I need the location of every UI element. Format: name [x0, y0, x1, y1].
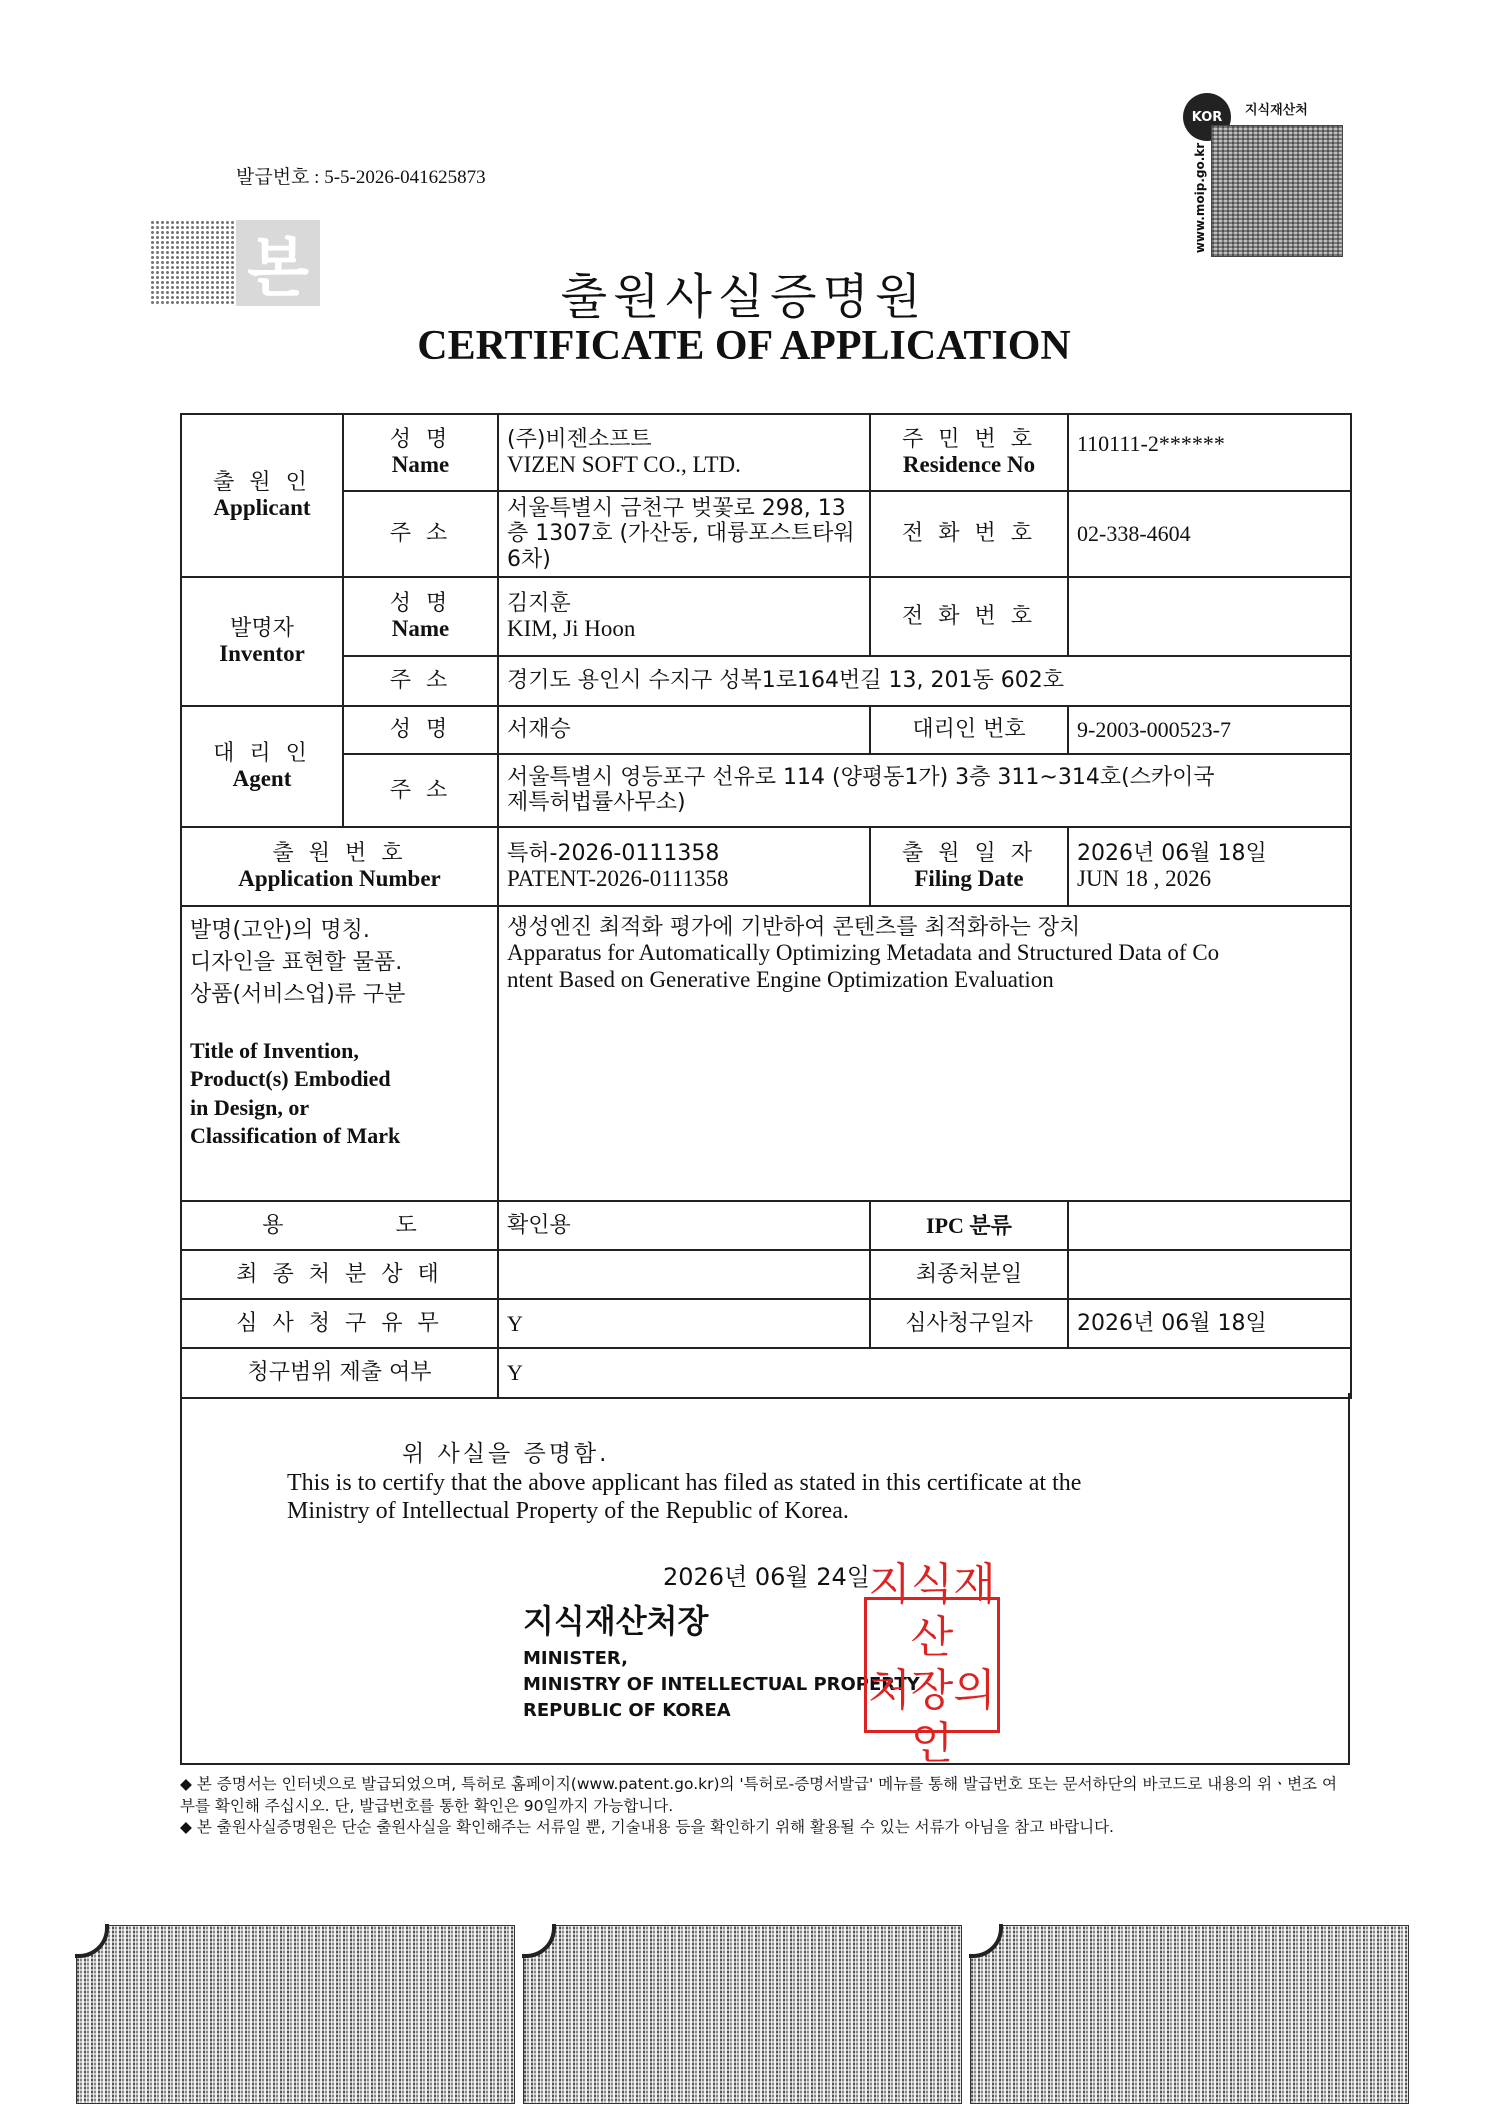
filing-date-label-ko: 출 원 일 자: [902, 840, 1036, 866]
filing-date-label-en: Filing Date: [914, 865, 1024, 891]
applicant-name-ko: (주)비젠소프트: [507, 426, 652, 452]
claims-label: 청구범위 제출 여부: [181, 1348, 498, 1398]
inventor-phone: [1068, 577, 1351, 656]
page-title-korean: 출원사실증명원: [560, 269, 928, 325]
residence-label-ko: 주 민 번 호: [902, 426, 1036, 452]
final-status-row: [181, 1250, 1351, 1299]
applicant-phone: 02-338-4604: [1068, 491, 1351, 577]
application-number-label: [181, 827, 498, 906]
barcode-icon: [523, 1925, 962, 2104]
page-title-english: CERTIFICATE OF APPLICATION: [417, 323, 1071, 369]
inventor-phone-label: 전 화 번 호: [870, 577, 1068, 656]
office-seal: [1183, 93, 1343, 258]
final-status-value: [498, 1250, 870, 1299]
invention-title-en: Apparatus for Automatically Optimizing Metadata and Structured Data of Co ntent Based on Generative Engine Optimization Evaluation: [507, 940, 1220, 992]
certification-date: 2026년 06월 24일: [663, 1563, 870, 1591]
agent-label-en: Agent: [232, 765, 292, 791]
applicant-section-label: [181, 414, 343, 577]
inventor-name-label: [343, 577, 498, 656]
agent-address: 서울특별시 영등포구 선유로 114 (양평동1가) 3층 311~314호(스카이국 제특허법률사무소): [498, 754, 1351, 827]
certificate-table: [180, 413, 1352, 1399]
official-seal-stamp: 지식재산 처장의인: [864, 1597, 1000, 1733]
barcode-icon: [76, 1925, 515, 2104]
application-number-ko: 특허-2026-0111358: [507, 840, 720, 866]
application-number-label-ko: 출 원 번 호: [272, 840, 407, 866]
filing-date-value: [1068, 827, 1351, 906]
residence-label: [870, 414, 1068, 491]
exam-value: Y: [498, 1299, 870, 1348]
seal-office-name: 지식재산처: [1245, 103, 1308, 118]
inventor-name-en: KIM, Ji Hoon: [507, 615, 636, 641]
barcode-icon: [970, 1925, 1409, 2104]
inventor-address: 경기도 용인시 수지구 성복1로164번길 13, 201동 602호: [498, 656, 1351, 706]
applicant-address-label: 주 소: [343, 491, 498, 577]
inventor-address-row: [181, 656, 1351, 706]
applicant-name-value: [498, 414, 870, 491]
applicant-address: 서울특별시 금천구 벚꽃로 298, 13 층 1307호 (가산동, 대륭포스트타워 6차): [498, 491, 870, 577]
claims-value: Y: [498, 1348, 1351, 1398]
applicant-label-ko: 출 원 인: [213, 469, 311, 495]
corner-mark-icon: [522, 1924, 556, 1958]
application-number-label-en: Application Number: [238, 865, 441, 891]
inventor-name-label-en: Name: [391, 615, 450, 641]
seal-url: www.moip.go.kr: [1193, 142, 1208, 254]
footer-note: ◆ 본 증명서는 인터넷으로 발급되었으며, 특허로 홈페이지(www.patent.go.kr)의 '특허로-증명서발급' 메뉴를 통해 발급번호 또는 문서하단의 바코드로 내용의 위ㆍ변조 여부를 확인해 주십시오. 단, 발급번호를 통한 확인은 90일까지 가능합니다.: [180, 1775, 1337, 1815]
inventor-label-ko: 발명자: [230, 615, 294, 641]
purpose-row: [181, 1201, 1351, 1250]
footer-note: ◆ 본 출원사실증명원은 단순 출원사실을 확인해주는 서류일 뿐, 기술내용 등을 확인하기 위해 활용될 수 있는 서류가 아님을 참고 바랍니다.: [180, 1818, 1114, 1837]
final-date-value: [1068, 1250, 1351, 1299]
application-row: [181, 827, 1351, 906]
invention-title-row: [181, 906, 1351, 1201]
agent-name: 서재승: [498, 706, 870, 754]
filing-date-ko: 2026년 06월 18일: [1077, 840, 1267, 866]
agent-label-ko: 대 리 인: [213, 740, 311, 766]
inventor-label-en: Inventor: [219, 640, 305, 666]
inventor-name-row: [181, 577, 1351, 656]
application-number-value: [498, 827, 870, 906]
purpose-value: 확인용: [498, 1201, 870, 1250]
corner-mark-icon: [75, 1924, 109, 1958]
applicant-label-en: Applicant: [213, 494, 311, 520]
agent-section-label: [181, 706, 343, 827]
footer-notes: [180, 1774, 1350, 1839]
ipc-label: IPC 분류: [870, 1201, 1068, 1250]
applicant-name-en: VIZEN SOFT CO., LTD.: [507, 451, 741, 477]
purpose-label: 용 도: [181, 1201, 498, 1250]
applicant-name-row: [181, 414, 1351, 491]
agent-name-label: 성 명: [343, 706, 498, 754]
applicant-phone-label: 전 화 번 호: [870, 491, 1068, 577]
invention-title-label: [181, 906, 498, 1201]
minister-title-en: MINISTER, MINISTRY OF INTELLECTUAL PROPERTY REPUBLIC OF KOREA: [523, 1648, 920, 1722]
certification-statement-en: This is to certify that the above applicant has filed as stated in this certificate at the Ministry of Intellectual Property of the Republic of Korea.: [287, 1470, 1082, 1524]
application-number-en: PATENT-2026-0111358: [507, 865, 729, 891]
agent-number: 9-2003-000523-7: [1068, 706, 1351, 754]
invention-label-en: Title of Invention, Product(s) Embodied in Design, or Classification of Mark: [190, 1037, 401, 1149]
inventor-address-label: 주 소: [343, 656, 498, 706]
inventor-section-label: [181, 577, 343, 706]
inventor-name-ko: 김지훈: [507, 590, 571, 616]
minister-title-ko: 지식재산처장: [523, 1602, 709, 1640]
final-date-label: 최종처분일: [870, 1250, 1068, 1299]
exam-date-label: 심사청구일자: [870, 1299, 1068, 1348]
issue-number: 발급번호 : 5-5-2026-041625873: [236, 167, 486, 188]
final-status-label: 최 종 처 분 상 태: [181, 1250, 498, 1299]
filing-date-label: [870, 827, 1068, 906]
name-label-ko: 성 명: [389, 426, 452, 452]
copy-mark-label: 본: [236, 220, 320, 306]
applicant-address-row: [181, 491, 1351, 577]
kor-badge-icon: KOR: [1183, 93, 1231, 141]
invention-label-ko: 발명(고안)의 명칭. 디자인을 표현할 물품. 상품(서비스업)류 구분: [190, 917, 406, 1007]
invention-title-ko: 생성엔진 최적화 평가에 기반하여 콘텐츠를 최적화하는 장치: [507, 914, 1081, 940]
agent-number-label: 대리인 번호: [870, 706, 1068, 754]
corner-mark-icon: [969, 1924, 1003, 1958]
certification-statement-ko: 위 사실을 증명함.: [402, 1441, 610, 1467]
exam-label: 심 사 청 구 유 무: [181, 1299, 498, 1348]
exam-date-value: 2026년 06월 18일: [1068, 1299, 1351, 1348]
agent-address-label: 주 소: [343, 754, 498, 827]
applicant-name-label: [343, 414, 498, 491]
ipc-value: [1068, 1201, 1351, 1250]
residence-number: 110111-2******: [1068, 414, 1351, 491]
verification-code-icon: [1211, 125, 1343, 257]
filing-date-en: JUN 18 , 2026: [1077, 865, 1212, 891]
claims-row: [181, 1348, 1351, 1398]
agent-name-row: [181, 706, 1351, 754]
name-label-en: Name: [391, 451, 450, 477]
inventor-name-label-ko: 성 명: [389, 590, 452, 616]
inventor-name-value: [498, 577, 870, 656]
invention-title-value: [498, 906, 1351, 1201]
exam-row: [181, 1299, 1351, 1348]
residence-label-en: Residence No: [902, 451, 1036, 477]
agent-address-row: [181, 754, 1351, 827]
